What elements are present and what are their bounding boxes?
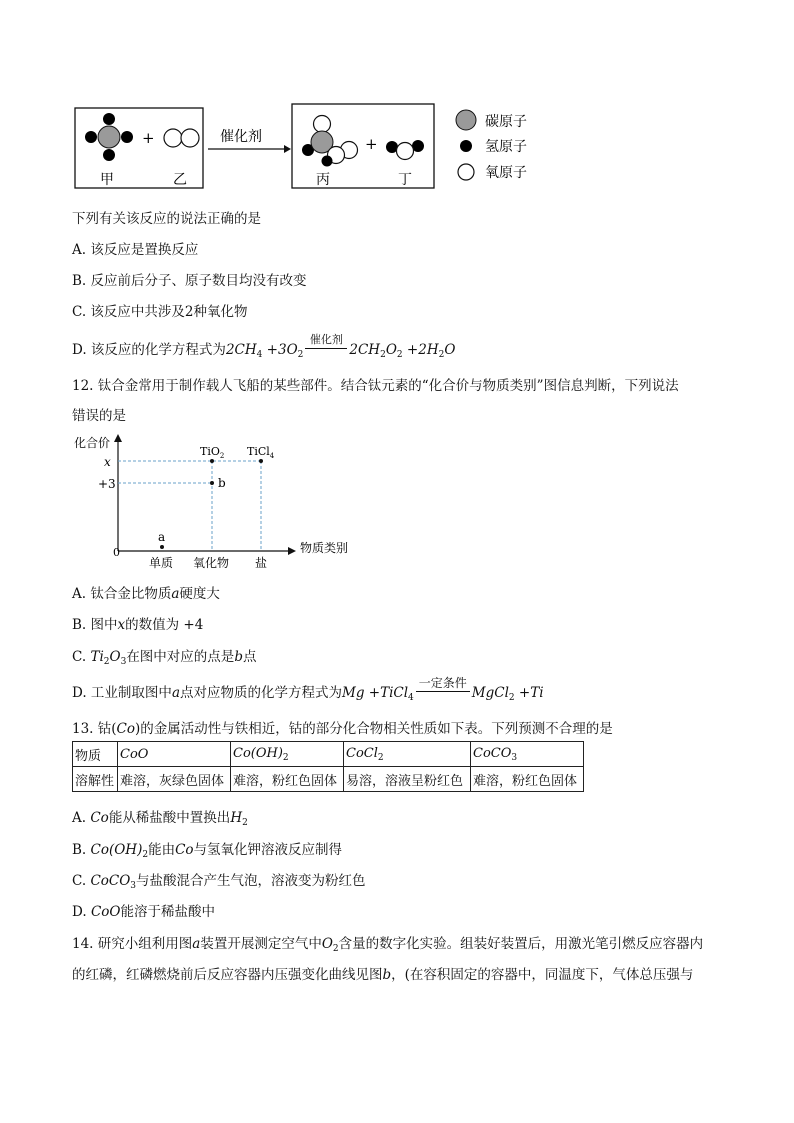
sub: 2 <box>377 752 384 763</box>
point-a-label: a <box>158 530 166 544</box>
table-cell: 难溶，粉红色固体 <box>471 767 584 792</box>
reactant-a-label: 甲 <box>100 172 114 188</box>
oxygen-molecule <box>164 129 199 147</box>
q12-option-d[interactable] <box>72 676 544 703</box>
q12-b-text: B. 图中 <box>72 617 118 633</box>
q12-stem-line1: 12. 钛合金常用于制作载人飞船的某些部件。结合钛元素的“化合价与物质类别”图信息判断，下列说法 <box>72 378 679 394</box>
q12-option-a[interactable] <box>72 582 220 602</box>
q13-b-co2: Co <box>175 842 194 858</box>
sub: 2 <box>396 350 403 360</box>
eq-condition: 一定条件 <box>418 676 467 690</box>
q13-c-tail: 与盐酸混合产生气泡，溶液变为粉红色 <box>136 873 366 889</box>
atom-legend <box>456 110 527 181</box>
q12-c-tail2: 点 <box>242 649 257 665</box>
q12-a-tail: 硬度大 <box>179 586 220 602</box>
eq-o2: +3O <box>262 342 298 358</box>
sub: 4 <box>408 693 414 703</box>
q13-option-b[interactable] <box>72 838 342 860</box>
table-cell: 难溶，粉红色固体 <box>231 767 344 792</box>
q11-option-c[interactable]: C. 该反应中共涉及2种氧化物 <box>72 304 248 320</box>
product-c-label: 丙 <box>316 172 330 188</box>
q12-option-c[interactable] <box>72 645 256 667</box>
hydrogen-atom-swatch <box>460 140 472 152</box>
table-row <box>73 767 584 792</box>
eq-h2o: +2H <box>402 342 439 358</box>
table-cell: 易溶，溶液呈粉红色 <box>344 767 471 792</box>
eq-mg: Mg <box>342 685 365 701</box>
q14-l1-mid: 装置开展测定空气中 <box>200 936 322 952</box>
eq-mgcl2: MgCl <box>471 685 509 701</box>
q13-a-mid: 能从稀盐酸中置换出 <box>108 810 231 826</box>
table-cell: 难溶，灰绿色固体 <box>118 767 231 792</box>
formula: Co(OH) <box>233 745 283 761</box>
tio2-text: TiO <box>200 445 220 458</box>
sub: 3 <box>511 752 518 763</box>
ticl4-text: TiCl <box>247 445 270 458</box>
q12-option-b[interactable] <box>72 613 203 633</box>
tio2-sub: 2 <box>219 452 225 460</box>
q14-l2-pre: 的红磷，红磷燃烧前后反应容器内压强变化曲线见图 <box>72 967 383 983</box>
q12-d-mid: 点对应物质的化学方程式为 <box>180 685 342 701</box>
q12-c-tail: 在图中对应的点是 <box>126 649 235 665</box>
q12-b-var: x <box>117 617 126 633</box>
sub: 2 <box>297 350 304 360</box>
q13-stem <box>72 717 613 737</box>
formula: CoCO <box>473 745 512 761</box>
q14-l2-var: b <box>382 967 392 983</box>
table-cell: 溶解性 <box>73 767 118 792</box>
sub: 2 <box>438 350 445 360</box>
carbon-atom-swatch <box>456 110 476 130</box>
legend-oxygen-label: 氧原子 <box>485 165 527 181</box>
q13-b-co: Co(OH) <box>90 842 143 858</box>
legend-hydrogen-label: 氢原子 <box>485 139 527 155</box>
q13-stem-post: )的金属活动性与铁相近，钴的部分化合物相关性质如下表。下列预测不合理的是 <box>135 721 613 737</box>
sub: 2 <box>142 850 149 860</box>
eq-o: O <box>444 342 456 358</box>
cobalt-compounds-table <box>72 741 584 792</box>
eq-ch4: 2CH <box>225 342 257 358</box>
q13-b-tail: 与氢氧化钾溶液反应制得 <box>193 842 343 858</box>
q11-option-b[interactable]: B. 反应前后分子、原子数目均没有改变 <box>72 273 307 289</box>
eq-arrow <box>303 333 349 356</box>
methane-molecule <box>85 113 133 161</box>
q13-a-co: Co <box>90 810 109 826</box>
sub: 3 <box>130 881 137 891</box>
point-b-label: b <box>218 476 226 490</box>
table-cell <box>118 742 231 767</box>
q14-stem-line2 <box>72 963 693 983</box>
q12-c-formula: Ti <box>90 649 104 665</box>
q12-a-text: A. 钛合金比物质 <box>72 586 172 602</box>
reactant-b-label: 乙 <box>173 172 187 188</box>
eq-o: O <box>385 342 397 358</box>
q13-c-pre: C. <box>72 873 91 889</box>
reaction-diagram <box>0 0 794 200</box>
x-tick-element: 单质 <box>149 556 174 570</box>
q11-d-prefix: D. 该反应的化学方程式为 <box>72 342 226 358</box>
table-cell <box>471 742 584 767</box>
y-tick-x: x <box>104 455 111 469</box>
eq-bar <box>416 691 470 692</box>
eq-ch2o2: 2CH <box>349 342 381 358</box>
ticl4-label <box>247 445 275 460</box>
q12-c-prefix: C. <box>72 649 91 665</box>
q13-a-h: H <box>230 810 243 826</box>
oxygen-atom-swatch <box>458 164 474 180</box>
sub: 2 <box>332 944 339 954</box>
table-cell <box>344 742 471 767</box>
sub: 2 <box>103 657 110 667</box>
product-d-label: 丁 <box>398 172 412 188</box>
x-tick-oxide: 氧化物 <box>193 556 230 570</box>
eq-arrow <box>414 676 472 699</box>
formula: CoO <box>120 746 149 762</box>
q11-option-d[interactable] <box>72 333 456 360</box>
origin-label: 0 <box>113 546 120 559</box>
sub: 2 <box>242 818 248 828</box>
q13-b-pre: B. <box>72 842 91 858</box>
q12-c-var: b <box>234 649 243 665</box>
plus-sign-2: + <box>365 135 378 153</box>
point-b <box>210 481 214 485</box>
arrow-head <box>284 145 291 153</box>
q13-stem-pre: 13. 钴( <box>72 721 117 737</box>
point-ticl4 <box>259 459 263 463</box>
ticl4-sub: 4 <box>269 452 275 460</box>
x-axis-label: 物质类别 <box>300 541 349 555</box>
valence-category-chart <box>68 430 368 570</box>
q14-l1-var: a <box>192 936 201 952</box>
formula: CoCl <box>346 745 378 761</box>
q13-c-co: CoCO <box>90 873 131 889</box>
q11-stem: 下列有关该反应的说法正确的是 <box>72 211 261 227</box>
table-cell <box>231 742 344 767</box>
sub: 2 <box>380 350 386 360</box>
q14-l1-pre: 14. 研究小组利用图 <box>72 936 193 952</box>
q13-d-pre: D. <box>72 904 91 920</box>
y-axis-arrow <box>114 434 122 442</box>
q13-d-co: CoO <box>90 904 121 920</box>
y-tick-plus3: +3 <box>98 477 116 491</box>
y-axis-label: 化合价 <box>74 436 111 450</box>
legend-carbon-label: 碳原子 <box>485 114 527 130</box>
sub: 2 <box>282 752 289 763</box>
q12-b-tail: 的数值为 +4 <box>125 617 204 633</box>
tio2-label <box>200 445 224 460</box>
water-molecule <box>386 140 424 160</box>
q14-l2-post: ，(在容积固定的容器中，同温度下，气体总压强与 <box>391 967 694 983</box>
q11-option-a[interactable]: A. 该反应是置换反应 <box>72 242 199 258</box>
q13-b-mid: 能由 <box>148 842 176 858</box>
eq-bar <box>305 348 347 349</box>
q13-option-c[interactable] <box>72 869 366 891</box>
x-tick-salt: 盐 <box>255 556 268 570</box>
q13-option-a[interactable] <box>72 806 248 828</box>
catalyst-label: 催化剂 <box>220 129 262 145</box>
q13-a-pre: A. <box>72 810 91 826</box>
sub: 2 <box>508 693 515 703</box>
q12-d-var: a <box>171 685 180 701</box>
formaldehyde-like-molecule <box>302 116 358 167</box>
eq-ti: +Ti <box>514 685 544 701</box>
point-tio2 <box>210 459 214 463</box>
x-axis-arrow <box>288 547 296 555</box>
point-a <box>160 545 164 549</box>
q14-stem-line1 <box>72 932 703 954</box>
q12-stem-line2: 错误的是 <box>72 408 126 424</box>
q12-a-var: a <box>171 586 180 602</box>
eq-ticl4: +TiCl <box>364 685 409 701</box>
q13-stem-co: Co <box>116 721 135 737</box>
eq-condition: 催化剂 <box>309 333 343 346</box>
q14-l1-post: 含量的数字化实验。组装好装置后，用激光笔引燃反应容器内 <box>338 936 704 952</box>
q14-l1-o: O <box>321 936 333 952</box>
q13-option-d[interactable] <box>72 900 215 920</box>
q12-c-o: O <box>109 649 121 665</box>
table-row <box>73 742 584 767</box>
sub: 4 <box>256 350 263 360</box>
sub: 3 <box>120 657 127 667</box>
table-cell: 物质 <box>73 742 118 767</box>
plus-sign: + <box>142 129 155 147</box>
q13-d-tail: 能溶于稀盐酸中 <box>120 904 215 920</box>
q12-d-prefix: D. 工业制取图中 <box>72 685 172 701</box>
